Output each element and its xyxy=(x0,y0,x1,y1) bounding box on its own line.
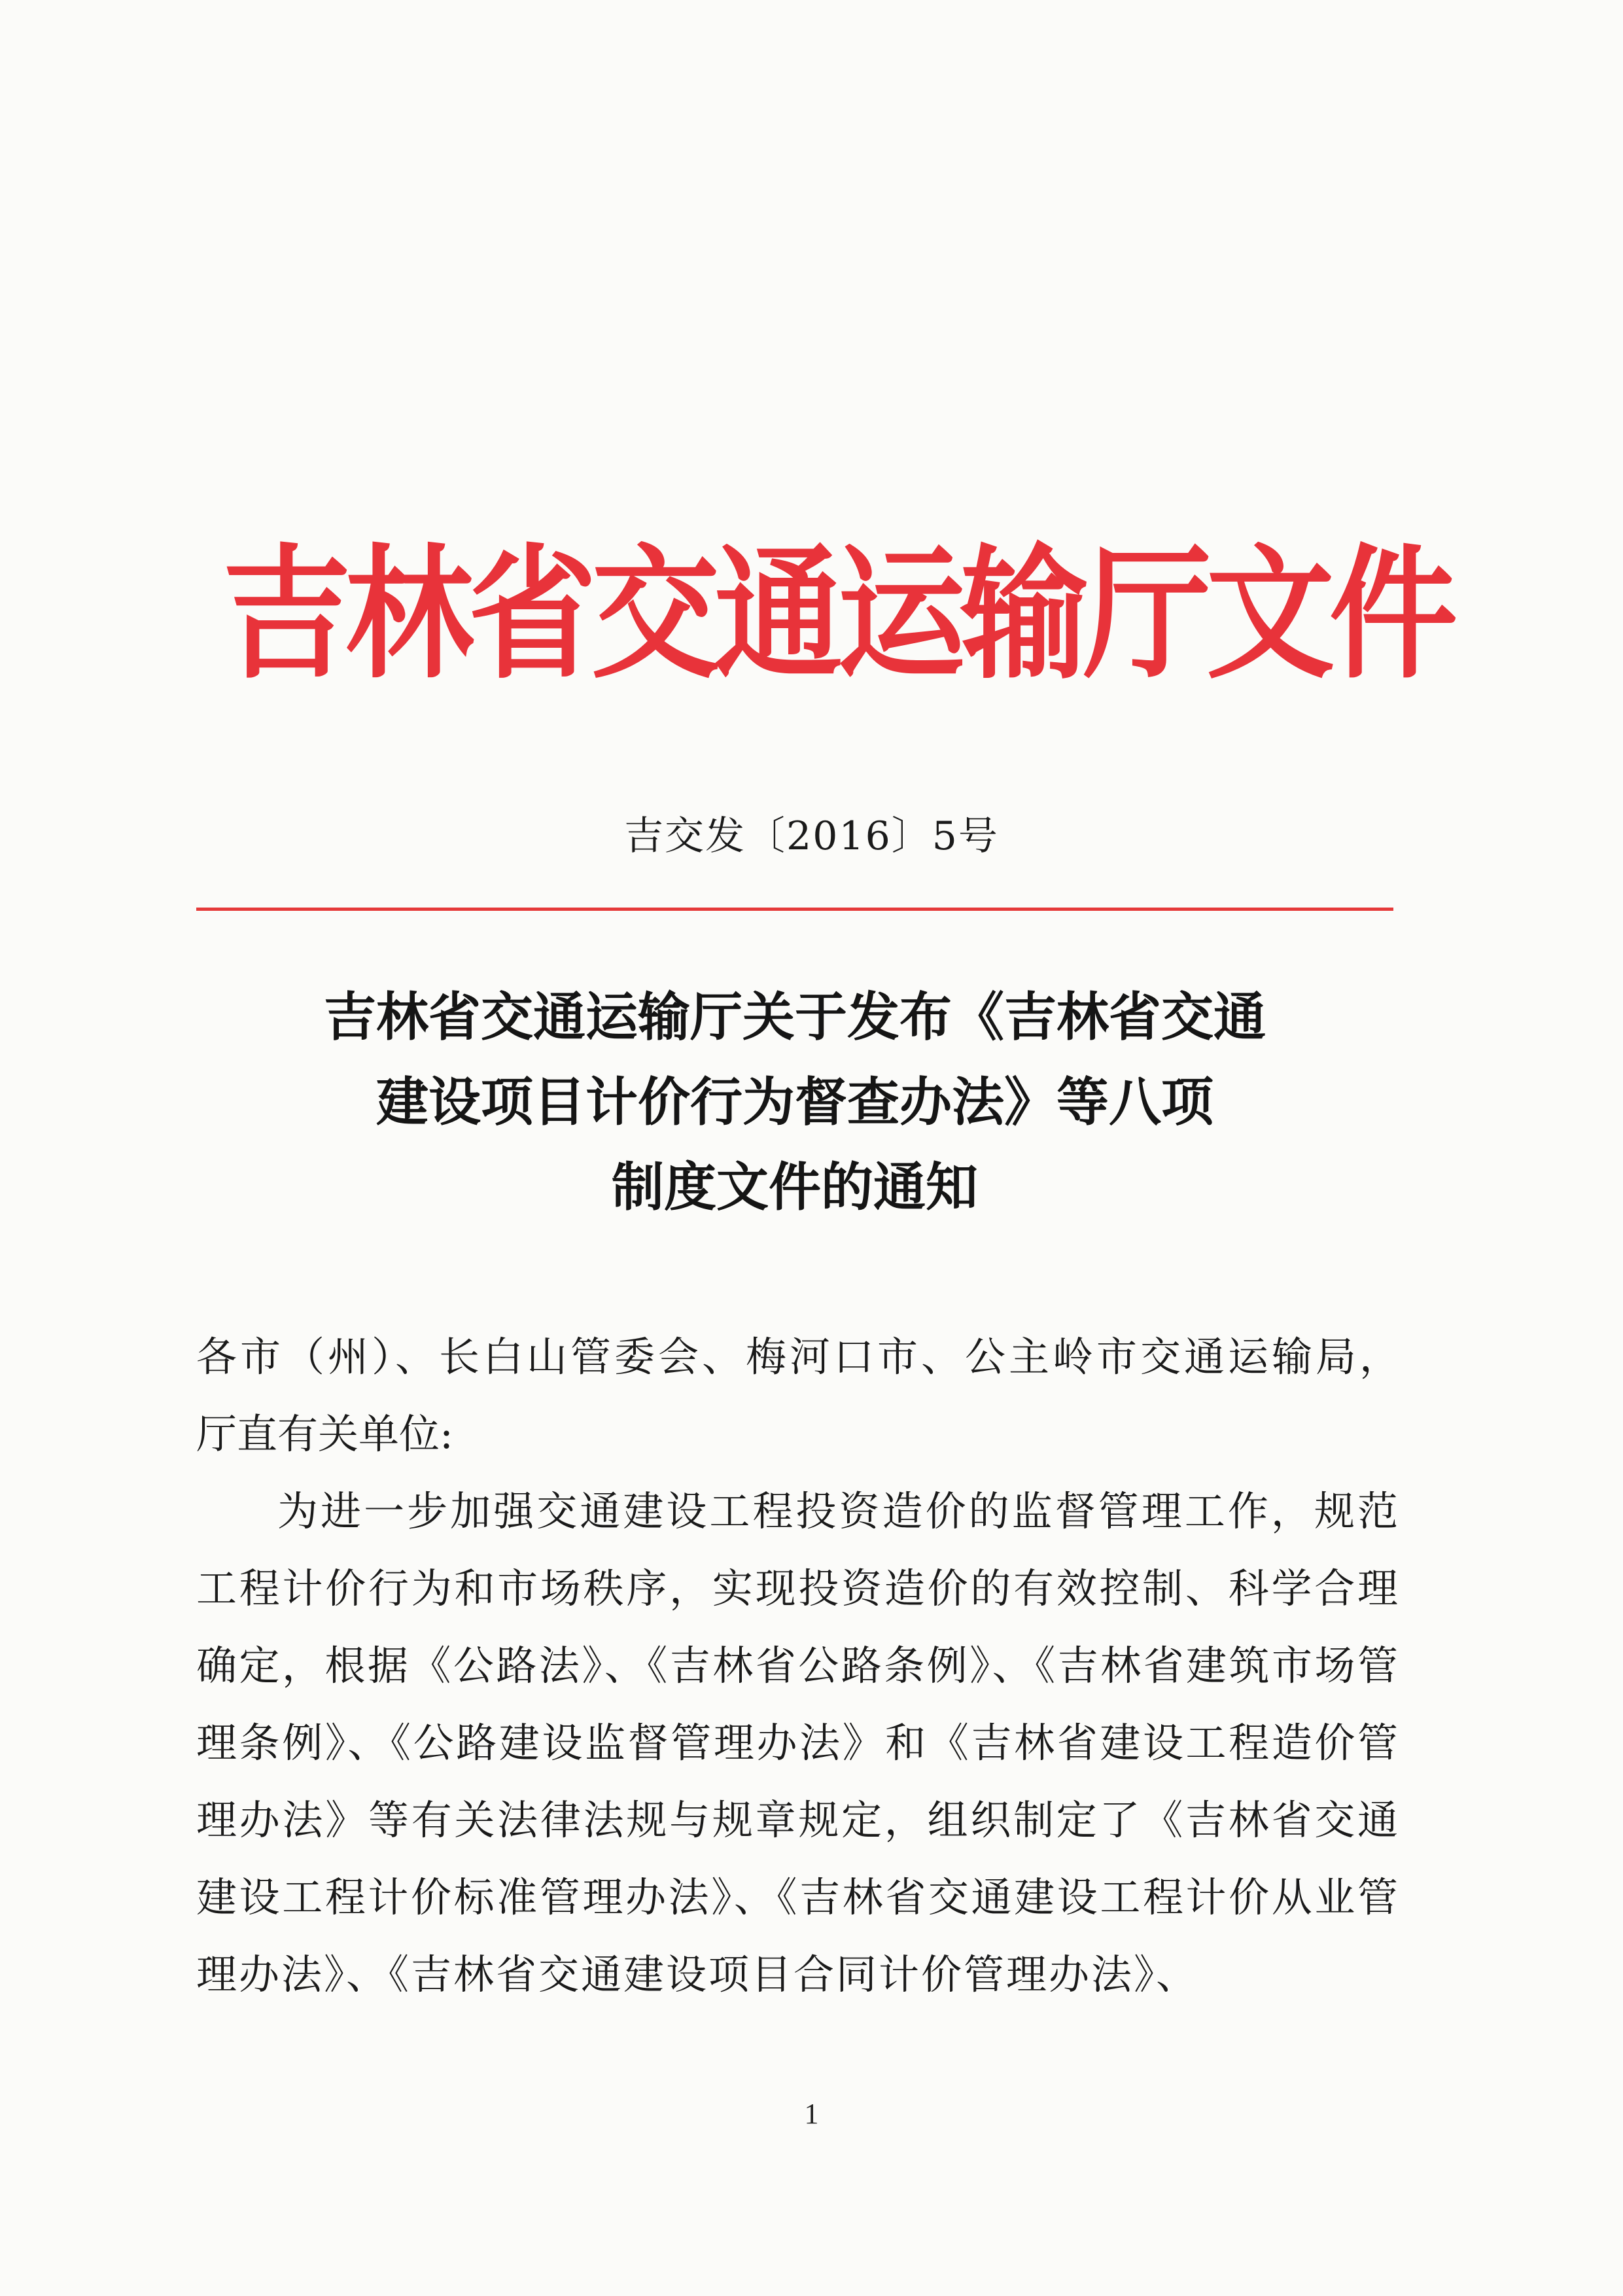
red-divider-line xyxy=(196,908,1393,911)
document-number: 吉交发〔2016〕5号 xyxy=(624,813,999,859)
notice-title xyxy=(196,975,1393,1230)
addressee-line-1: 各市（州）、长白山管委会、梅河口市、公主岭市交通运输局， xyxy=(196,1333,1400,1381)
notice-title-line-2: 建设项目计价行为督查办法》等八项 xyxy=(376,1072,1213,1133)
addressee-line-2: 厅直有关单位: xyxy=(196,1410,453,1458)
notice-title-line-3: 制度文件的通知 xyxy=(612,1157,978,1218)
document-body xyxy=(196,1318,1400,2013)
body-paragraph-1: 为进一步加强交通建设工程投资造价的监督管理工作，规范工程计价行为和市场秩序，实现投资造价的有效控制、科学合理确定，根据《公路法》、《吉林省公路条例》、《吉林省建筑市场管理条例》、《公路建设监督管理办法》和《吉林省建设工程造价管理办法》等有关法律法规与规章规定，组织制定了《吉林省交通建设工程计价标准管理办法》、《吉林省交通建设工程计价从业管理办法》、《吉林省交通建设项目合同计价管理办法》、 xyxy=(196,1487,1400,1998)
masthead-title: 吉林省交通运输厅文件 xyxy=(222,531,1453,699)
page-number: 1 xyxy=(804,2098,819,2130)
notice-title-line-1: 吉林省交通运输厅关于发布《吉林省交通 xyxy=(324,987,1266,1048)
